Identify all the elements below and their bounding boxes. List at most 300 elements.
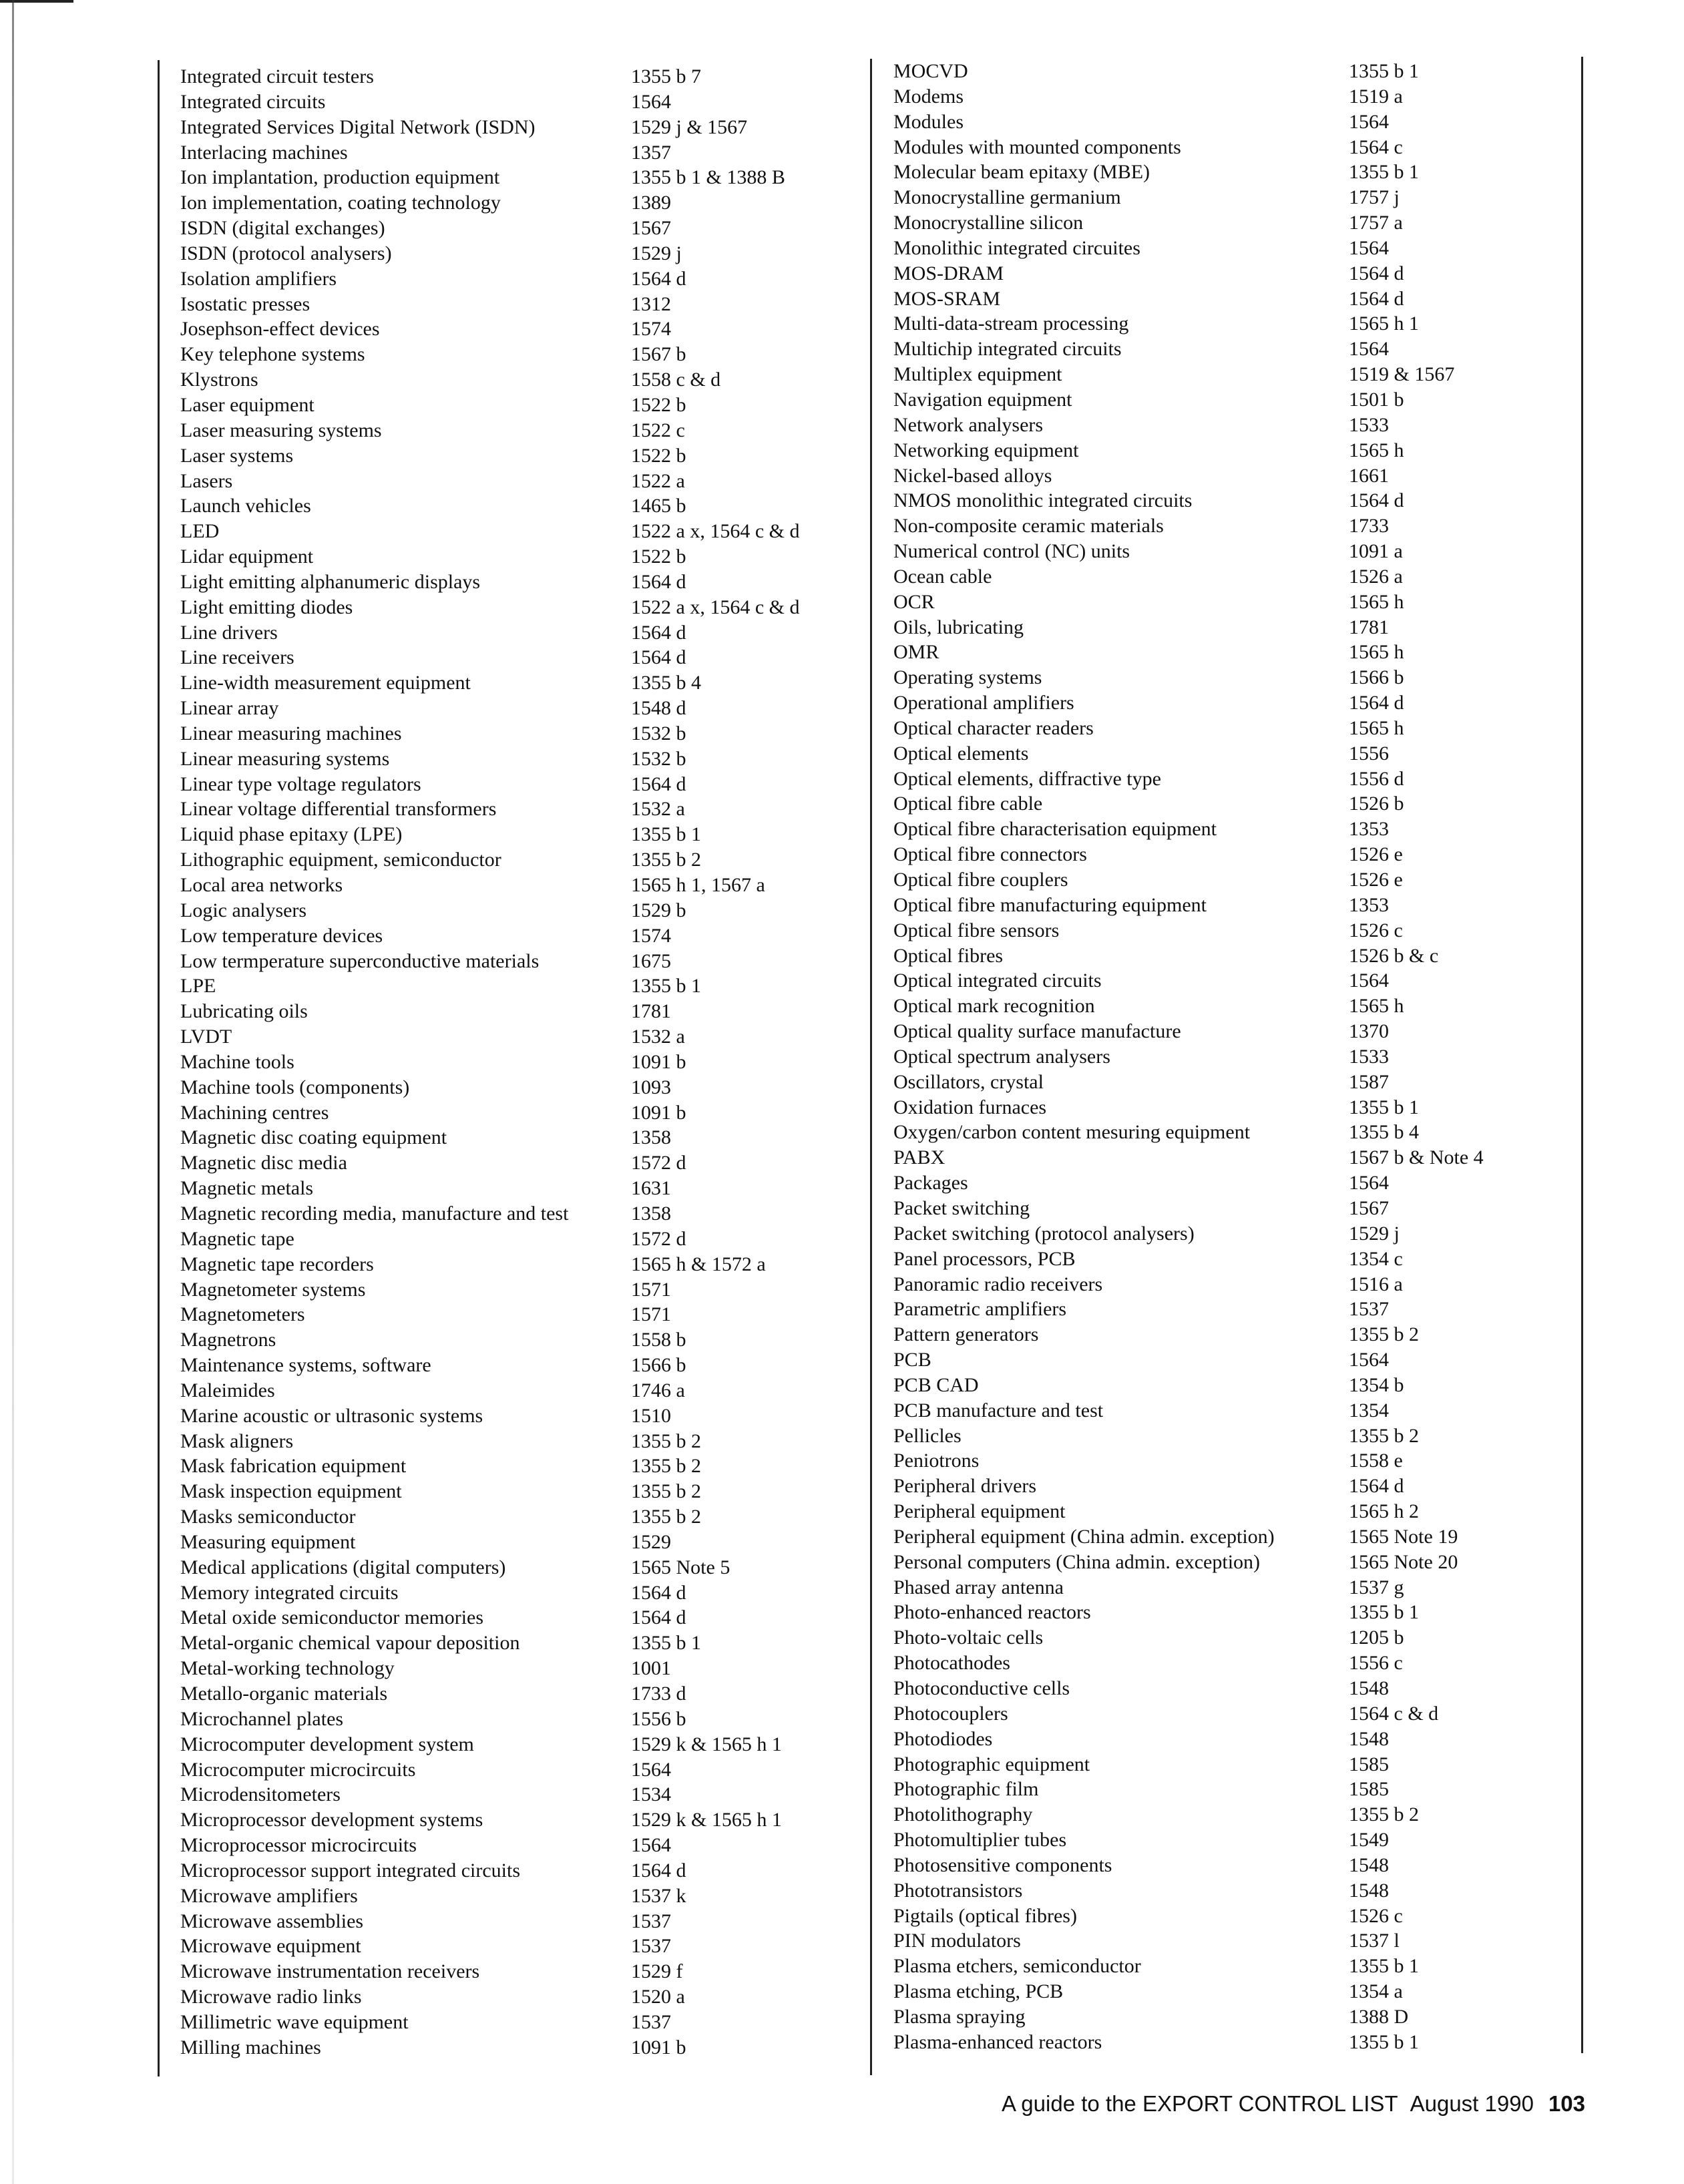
index-term: Personal computers (China admin. exception) (893, 1550, 1261, 1573)
index-term: Magnetometers (180, 1303, 305, 1326)
index-entry (180, 342, 855, 367)
index-term: Oscillators, crystal (893, 1070, 1044, 1093)
index-reference: 1733 (1349, 515, 1389, 537)
index-entry (180, 595, 855, 620)
index-reference: 1355 b 2 (631, 1480, 701, 1503)
index-reference: 1564 (1349, 1349, 1389, 1371)
index-entry (180, 772, 855, 797)
index-entry (893, 943, 1581, 969)
index-term: Optical fibre manufacturing equipment (893, 893, 1207, 916)
index-entry (893, 337, 1581, 362)
index-term: Metal-organic chemical vapour deposition (180, 1632, 520, 1655)
index-term: Nickel-based alloys (893, 464, 1052, 487)
index-term: Local area networks (180, 874, 343, 896)
index-term: Optical spectrum analysers (893, 1045, 1110, 1068)
index-reference: 1355 b 1 (1349, 2030, 1419, 2053)
index-reference: 1565 h (1349, 590, 1404, 613)
index-term: Photocathodes (893, 1652, 1010, 1675)
index-term: Lasers (180, 469, 233, 492)
index-reference: 1526 a (1349, 565, 1403, 588)
index-reference: 1565 h 1, 1567 a (631, 874, 765, 896)
index-entry (893, 2030, 1581, 2055)
index-term: Photocouplers (893, 1702, 1008, 1725)
index-entry (180, 721, 855, 746)
index-entry (180, 241, 855, 266)
index-entry (180, 316, 855, 342)
index-reference: 1565 Note 20 (1349, 1550, 1458, 1573)
index-reference: 1355 b 1 (631, 1632, 701, 1655)
index-term: Navigation equipment (893, 388, 1072, 411)
index-entry (893, 665, 1581, 690)
index-term: Optical fibre cable (893, 793, 1043, 815)
index-term: Pigtails (optical fibres) (893, 1904, 1077, 1927)
index-term: Interlacing machines (180, 141, 348, 164)
index-entry (893, 413, 1581, 438)
index-term: Microwave instrumentation receivers (180, 1960, 480, 1983)
index-entry (893, 84, 1581, 110)
index-reference: 1757 j (1349, 186, 1400, 209)
index-term: Packet switching (893, 1196, 1030, 1219)
index-reference: 1534 (631, 1783, 671, 1806)
index-entry (893, 615, 1581, 640)
index-entry (180, 266, 855, 292)
index-entry (893, 741, 1581, 767)
index-entry (180, 469, 855, 494)
index-entry (893, 185, 1581, 210)
index-reference: 1567 b & Note 4 (1349, 1146, 1484, 1169)
index-reference: 1565 h (1349, 439, 1404, 461)
index-entry (180, 2035, 855, 2060)
index-reference: 1526 e (1349, 869, 1403, 891)
footer-date: August 1990 (1410, 2091, 1534, 2116)
index-entry (893, 2004, 1581, 2030)
index-entry (180, 696, 855, 721)
index-entry (180, 1732, 855, 1757)
index-reference: 1572 d (631, 1152, 686, 1174)
index-term: Magnetic tape (180, 1227, 294, 1250)
index-entry (893, 1474, 1581, 1499)
index-reference: 1564 d (631, 1859, 686, 1882)
index-term: Linear type voltage regulators (180, 773, 421, 795)
index-term: Optical character readers (893, 716, 1094, 739)
index-entry (893, 110, 1581, 135)
index-entry (180, 645, 855, 670)
index-term: Light emitting alphanumeric displays (180, 570, 481, 593)
index-entry (180, 1530, 855, 1555)
index-reference: 1565 h 2 (1349, 1500, 1419, 1523)
index-reference: 1388 D (1349, 2005, 1409, 2028)
index-entry (893, 1651, 1581, 1676)
index-reference: 1529 k & 1565 h 1 (631, 1809, 782, 1831)
index-term: Machine tools (180, 1050, 294, 1073)
index-entry (180, 873, 855, 898)
index-term: Peniotrons (893, 1450, 980, 1472)
index-entry (893, 1196, 1581, 1221)
index-entry (180, 1353, 855, 1378)
index-reference: 1205 b (1349, 1626, 1404, 1649)
index-term: Maleimides (180, 1379, 275, 1401)
index-term: Microdensitometers (180, 1783, 341, 1806)
index-reference: 1353 (1349, 818, 1389, 841)
index-reference: 1564 d (631, 646, 686, 669)
index-entry (180, 1884, 855, 1909)
index-term: Lidar equipment (180, 545, 314, 568)
index-term: Launch vehicles (180, 495, 311, 517)
index-term: Linear measuring systems (180, 747, 390, 770)
index-term: Photosensitive components (893, 1853, 1112, 1876)
index-reference: 1354 c (1349, 1247, 1403, 1270)
index-entry (893, 1347, 1581, 1373)
index-reference: 1312 (631, 292, 671, 315)
index-entry (180, 1959, 855, 1984)
index-entry (893, 1448, 1581, 1474)
index-term: LED (180, 520, 220, 543)
index-entry (180, 1302, 855, 1327)
index-reference: 1358 (631, 1202, 671, 1225)
index-column-left (180, 64, 855, 2060)
index-reference: 1566 b (1349, 666, 1404, 689)
index-entry (893, 1752, 1581, 1777)
index-term: Pellicles (893, 1424, 962, 1447)
index-entry (893, 438, 1581, 463)
index-reference: 1526 c (1349, 1904, 1403, 1927)
index-term: Photoconductive cells (893, 1677, 1070, 1699)
index-entry (893, 716, 1581, 741)
index-term: Ion implementation, coating technology (180, 192, 501, 214)
index-reference: 1526 b & c (1349, 944, 1439, 967)
index-term: Modules with mounted components (893, 136, 1181, 158)
index-entry (893, 488, 1581, 513)
index-entry (893, 261, 1581, 286)
index-term: Medical applications (digital computers) (180, 1556, 506, 1578)
index-term: Low temperature devices (180, 924, 383, 947)
index-reference: 1631 (631, 1177, 671, 1200)
index-reference: 1585 (1349, 1753, 1389, 1775)
index-term: Isostatic presses (180, 292, 310, 315)
index-entry (893, 968, 1581, 994)
index-term: Packages (893, 1172, 968, 1194)
index-reference: 1522 a (631, 469, 685, 492)
index-entry (893, 1600, 1581, 1625)
index-reference: 1781 (631, 1000, 671, 1023)
index-reference: 1556 c (1349, 1652, 1403, 1675)
index-entry (180, 1150, 855, 1176)
index-entry (893, 1019, 1581, 1044)
index-term: Phototransistors (893, 1879, 1023, 1902)
index-term: Linear array (180, 697, 279, 720)
index-term: PCB manufacture and test (893, 1399, 1104, 1422)
index-reference: 1565 h & 1572 a (631, 1253, 766, 1275)
index-entry (893, 236, 1581, 261)
index-term: Josephson-effect devices (180, 318, 380, 341)
index-entry (180, 847, 855, 873)
index-entry (893, 1827, 1581, 1853)
index-reference: 1564 (1349, 969, 1389, 992)
index-reference: 1548 (1349, 1853, 1389, 1876)
index-reference: 1587 (1349, 1070, 1389, 1093)
index-reference: 1501 b (1349, 388, 1404, 411)
index-reference: 1565 h (1349, 995, 1404, 1018)
index-term: Panoramic radio receivers (893, 1273, 1103, 1295)
index-reference: 1529 f (631, 1960, 683, 1983)
index-entry (180, 418, 855, 443)
index-reference: 1529 b (631, 899, 686, 921)
index-reference: 1533 (1349, 1045, 1389, 1068)
index-reference: 1567 (631, 217, 671, 240)
index-entry (893, 867, 1581, 893)
index-reference: 1585 (1349, 1778, 1389, 1801)
index-reference: 1564 (631, 1758, 671, 1781)
index-entry (893, 160, 1581, 185)
index-term: Microwave assemblies (180, 1910, 364, 1932)
index-entry (180, 1630, 855, 1656)
index-reference: 1519 a (1349, 85, 1403, 107)
index-term: Peripheral equipment (China admin. exception) (893, 1525, 1275, 1548)
index-term: PCB (893, 1349, 931, 1371)
index-reference: 1548 (1349, 1879, 1389, 1902)
index-reference: 1564 d (631, 1581, 686, 1604)
index-entry (893, 1499, 1581, 1524)
index-term: Photographic equipment (893, 1753, 1090, 1775)
index-reference: 1519 & 1567 (1349, 363, 1455, 386)
index-term: Magnetic disc media (180, 1152, 347, 1174)
index-reference: 1510 (631, 1404, 671, 1427)
index-term: Lubricating oils (180, 1000, 308, 1023)
page-footer (1002, 2091, 1585, 2117)
index-entry (180, 1479, 855, 1504)
index-term: ISDN (protocol analysers) (180, 242, 392, 264)
index-term: Masks semiconductor (180, 1506, 356, 1528)
index-reference: 1529 j (1349, 1222, 1400, 1245)
index-term: Integrated circuits (180, 90, 326, 113)
index-entry (893, 893, 1581, 918)
index-term: MOS-DRAM (893, 262, 1004, 284)
index-term: Memory integrated circuits (180, 1581, 399, 1604)
index-term: Molecular beam epitaxy (MBE) (893, 161, 1150, 184)
index-entry (893, 1954, 1581, 1979)
index-term: Optical fibre sensors (893, 919, 1060, 941)
index-entry (180, 1707, 855, 1732)
index-reference: 1661 (1349, 464, 1389, 487)
index-reference: 1522 a x, 1564 c & d (631, 596, 800, 618)
index-entry (180, 493, 855, 519)
index-entry (893, 918, 1581, 943)
index-entry (893, 1221, 1581, 1247)
index-reference: 1465 b (631, 495, 686, 517)
index-entry (893, 1044, 1581, 1070)
index-term: Network analysers (893, 413, 1044, 436)
index-term: Linear voltage differential transformers (180, 798, 497, 821)
index-entry (893, 286, 1581, 312)
index-reference: 1522 b (631, 444, 686, 467)
index-reference: 1354 a (1349, 1980, 1403, 2003)
index-reference: 1091 a (1349, 540, 1403, 563)
index-reference: 1549 (1349, 1829, 1389, 1851)
index-term: ISDN (digital exchanges) (180, 217, 385, 240)
index-term: PABX (893, 1146, 945, 1169)
index-reference: 1355 b 2 (631, 1430, 701, 1452)
index-entry (893, 1170, 1581, 1196)
index-reference: 1565 Note 19 (1349, 1525, 1458, 1548)
index-entry (893, 387, 1581, 413)
index-reference: 1532 b (631, 722, 686, 744)
index-reference: 1565 h (1349, 716, 1404, 739)
index-term: Monolithic integrated circuites (893, 236, 1140, 259)
index-term: Panel processors, PCB (893, 1247, 1076, 1270)
index-term: Ocean cable (893, 565, 992, 588)
index-entry (180, 1100, 855, 1126)
index-reference: 1548 (1349, 1677, 1389, 1699)
index-term: Line-width measurement equipment (180, 672, 471, 694)
index-term: Microprocessor support integrated circuits (180, 1859, 521, 1882)
index-entry (180, 443, 855, 469)
index-term: Plasma-enhanced reactors (893, 2030, 1102, 2053)
index-reference: 1564 d (1349, 489, 1404, 512)
index-reference: 1537 (631, 1910, 671, 1932)
index-reference: 1556 d (1349, 767, 1404, 790)
index-term: LVDT (180, 1026, 232, 1048)
index-term: Microchannel plates (180, 1707, 344, 1730)
index-entry (893, 1398, 1581, 1424)
index-reference: 1556 (1349, 742, 1389, 765)
index-term: Optical fibre characterisation equipment (893, 818, 1217, 841)
index-entry (893, 1524, 1581, 1550)
index-term: Optical fibre connectors (893, 843, 1087, 866)
index-term: Magnetic metals (180, 1177, 314, 1200)
index-entry (893, 1904, 1581, 1929)
index-entry (180, 1277, 855, 1303)
index-entry (893, 513, 1581, 539)
index-term: Optical fibres (893, 944, 1004, 967)
index-entry (893, 1095, 1581, 1120)
index-reference: 1564 d (631, 1606, 686, 1629)
index-reference: 1537 (1349, 1298, 1389, 1321)
index-entry (180, 973, 855, 999)
index-entry (180, 519, 855, 544)
index-reference: 1564 d (631, 621, 686, 644)
index-term: NMOS monolithic integrated circuits (893, 489, 1193, 512)
index-reference: 1532 a (631, 1026, 685, 1048)
index-entry (180, 1934, 855, 1959)
index-term: Laser equipment (180, 393, 314, 416)
index-reference: 1093 (631, 1076, 671, 1098)
index-term: OMR (893, 641, 939, 664)
index-term: Optical quality surface manufacture (893, 1020, 1181, 1043)
index-reference: 1353 (1349, 893, 1389, 916)
index-entry (893, 539, 1581, 564)
index-entry (180, 1429, 855, 1454)
page-number: 103 (1548, 2091, 1585, 2116)
index-entry (180, 115, 855, 140)
index-entry (893, 1928, 1581, 1954)
index-reference: 1564 (631, 1834, 671, 1857)
index-term: Monocrystalline germanium (893, 186, 1121, 209)
index-entry (893, 463, 1581, 489)
index-reference: 1355 b 1 (1349, 60, 1419, 82)
index-entry (180, 2010, 855, 2035)
index-term: Machine tools (components) (180, 1076, 410, 1098)
index-entry (180, 1858, 855, 1884)
index-reference: 1355 b 2 (631, 849, 701, 871)
index-term: PIN modulators (893, 1930, 1021, 1952)
index-term: MOCVD (893, 60, 968, 82)
index-term: Mask inspection equipment (180, 1480, 402, 1503)
left-column-rule (158, 60, 160, 2077)
index-term: Modules (893, 110, 964, 133)
index-term: Optical mark recognition (893, 995, 1095, 1018)
index-reference: 1564 d (1349, 262, 1404, 284)
index-entry (893, 1424, 1581, 1449)
index-reference: 1574 (631, 318, 671, 341)
center-column-rule (870, 59, 872, 2075)
index-entry (893, 767, 1581, 792)
index-term: Low termperature superconductive materials (180, 949, 540, 972)
index-reference: 1355 b 1 (1349, 1601, 1419, 1624)
index-reference: 1355 b 1 & 1388 B (631, 166, 785, 189)
index-reference: 1091 b (631, 1101, 686, 1124)
index-term: Packet switching (protocol analysers) (893, 1222, 1195, 1245)
index-term: Multiplex equipment (893, 363, 1062, 386)
index-term: Plasma etchers, semiconductor (893, 1955, 1141, 1978)
index-reference: 1522 c (631, 419, 685, 441)
index-entry (893, 994, 1581, 1019)
right-column-rule (1581, 57, 1583, 2053)
index-entry (893, 1701, 1581, 1727)
index-reference: 1564 d (631, 267, 686, 290)
index-entry (893, 1120, 1581, 1145)
index-reference: 1566 b (631, 1354, 686, 1377)
index-entry (180, 1757, 855, 1783)
index-term: Oxidation furnaces (893, 1096, 1047, 1118)
index-term: Logic analysers (180, 899, 307, 921)
index-reference: 1522 b (631, 393, 686, 416)
index-entry (893, 1247, 1581, 1272)
index-term: Plasma etching, PCB (893, 1980, 1064, 2003)
index-reference: 1556 b (631, 1707, 686, 1730)
index-reference: 1548 d (631, 697, 686, 720)
index-term: Magnetometer systems (180, 1278, 366, 1301)
index-entry (180, 746, 855, 772)
index-term: Photomultiplier tubes (893, 1829, 1067, 1851)
index-entry (893, 1373, 1581, 1398)
index-entry (893, 842, 1581, 867)
index-reference: 1389 (631, 192, 671, 214)
index-reference: 1355 b 7 (631, 65, 701, 87)
index-entry (893, 590, 1581, 615)
index-entry (180, 898, 855, 923)
index-entry (893, 1727, 1581, 1752)
index-reference: 1370 (1349, 1020, 1389, 1043)
index-term: Non-composite ceramic materials (893, 515, 1164, 537)
index-entry (180, 1782, 855, 1807)
index-term: Marine acoustic or ultrasonic systems (180, 1404, 483, 1427)
index-term: Millimetric wave equipment (180, 2010, 409, 2033)
index-reference: 1567 (1349, 1196, 1389, 1219)
index-entry (893, 690, 1581, 716)
index-reference: 1526 c (1349, 919, 1403, 941)
index-entry (180, 1075, 855, 1100)
index-term: Milling machines (180, 2036, 321, 2058)
index-entry (893, 1575, 1581, 1600)
index-entry (180, 1176, 855, 1201)
index-reference: 1537 (631, 1935, 671, 1958)
index-reference: 1564 d (631, 773, 686, 795)
index-entry (180, 216, 855, 241)
index-reference: 1537 k (631, 1884, 686, 1907)
index-term: Operational amplifiers (893, 692, 1074, 714)
index-reference: 1565 h (1349, 641, 1404, 664)
footer-guide-title: A guide to the EXPORT CONTROL LIST (1001, 2091, 1398, 2116)
